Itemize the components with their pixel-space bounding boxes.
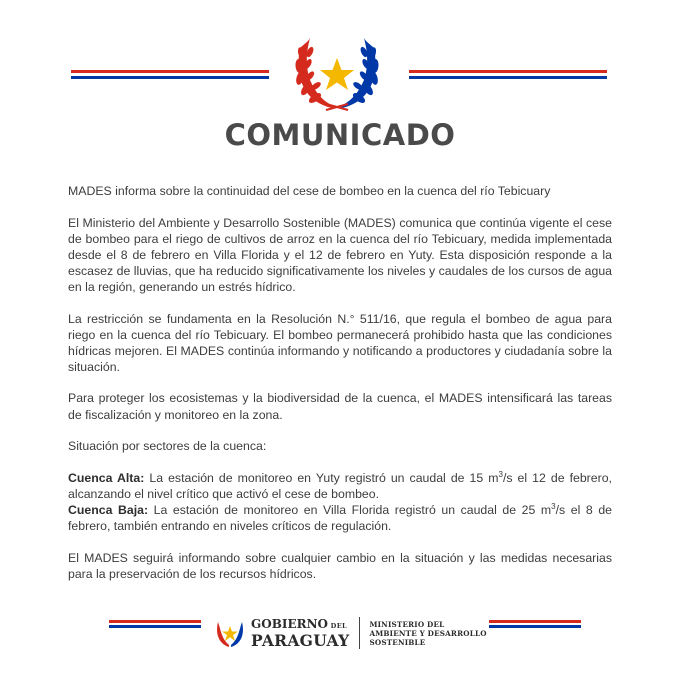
sector-baja-text-1: La estación de monitoreo en Villa Florida registró un caudal de 25 m bbox=[148, 502, 552, 517]
header-flag-stripe-right bbox=[409, 70, 607, 79]
gov-line-2: PARAGUAY bbox=[251, 630, 350, 650]
paragraph-protection: Para proteger los ecosistemas y la biodiversidad de la cuenca, el MADES intensificará las tareas de fiscalización y monitoreo en la zona. bbox=[68, 391, 612, 422]
sector-alta-superscript: 3 bbox=[498, 469, 503, 479]
gobierno-del-paraguay-logo bbox=[213, 616, 487, 650]
sector-alta-text-1: La estación de monitoreo en Yuty registró un caudal de 15 m bbox=[144, 470, 499, 485]
footer-flag-stripe-left bbox=[109, 620, 201, 628]
ministry-line-2: AMBIENTE Y DESARROLLO bbox=[369, 628, 487, 638]
page-title: COMUNICADO bbox=[224, 118, 456, 152]
ministry-name bbox=[369, 620, 486, 647]
paraguay-emblem-small-icon bbox=[213, 616, 247, 650]
footer-flag-stripe-right bbox=[489, 620, 581, 628]
sector-baja-superscript: 3 bbox=[551, 501, 556, 511]
header-flag-stripe-left bbox=[71, 70, 269, 79]
communique-subtitle: MADES informa sobre la continuidad del cese de bombeo en la cuenca del río Tebicuary bbox=[68, 184, 551, 198]
sector-alta-text-2: /s el 12 de febrero, alcanzando el nivel crítico que activó el cese de bombeo. bbox=[68, 470, 612, 501]
footer bbox=[0, 608, 680, 658]
ministry-line-1: MINISTERIO DEL bbox=[369, 619, 445, 629]
communique-body bbox=[68, 183, 612, 597]
sectors-heading: Situación por sectores de la cuenca: bbox=[68, 439, 267, 454]
gov-name-del: DEL bbox=[328, 621, 348, 630]
gov-name-main: GOBIERNO bbox=[251, 616, 328, 631]
paragraph-closing: El MADES seguirá informando sobre cualquier cambio en la situación y las medidas necesarias para la preservación de los recursos hídricos. bbox=[68, 550, 612, 581]
footer-divider bbox=[359, 617, 360, 649]
sector-baja-text-2: /s el 8 de febrero, también entrando en niveles críticos de regulación. bbox=[68, 502, 612, 533]
paragraph-regulation: La restricción se fundamenta en la Resolución N.° 511/16, que regula el bombeo de agua para riego en la cuenca del río Tebicuary. El bombeo permanecerá prohibido hasta que las condiciones hídricas mejoren. El MADES continúa informando y notificando a productores y ciudadanía sobre la situación. bbox=[68, 311, 612, 374]
ministry-line-3: SOSTENIBLE bbox=[369, 637, 426, 647]
sector-alta bbox=[68, 470, 612, 502]
sector-baja bbox=[68, 502, 612, 534]
paraguay-national-emblem-icon bbox=[288, 32, 386, 114]
sector-alta-label: Cuenca Alta: bbox=[68, 470, 145, 485]
paragraph-context: El Ministerio del Ambiente y Desarrollo Sostenible (MADES) comunica que continúa vigente el cese de bombeo para el riego de cultivos de arroz en la cuenca del río Tebicuary, medida implementada desde el 8 de febrero en Villa Florida y el 12 de febrero en Yuty. Esta disposición responde a la escasez de lluvias, que ha reducido significativamente los niveles y caudales de los cursos de agua en la región, generando un estrés hídrico. bbox=[68, 215, 612, 294]
sector-baja-label: Cuenca Baja: bbox=[68, 502, 149, 517]
